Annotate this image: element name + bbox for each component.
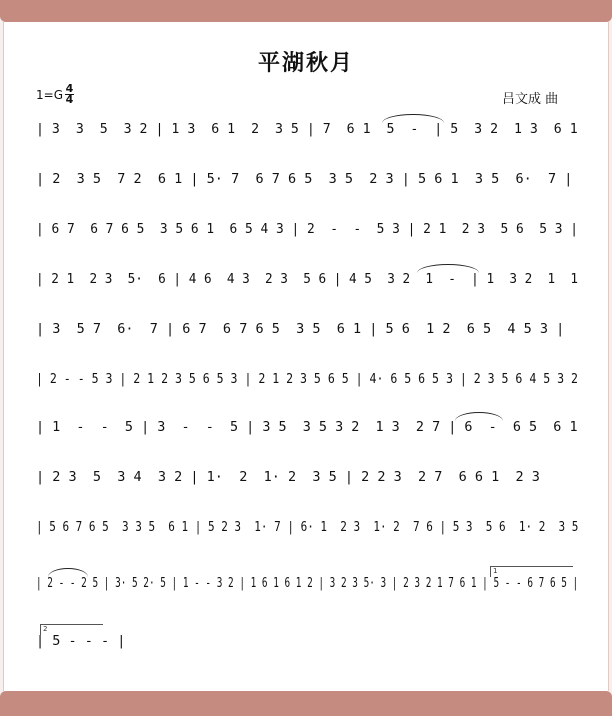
staff-text: | 1 - - 5 | 3 - - 5 | 3 5 3 5 3 2 1 3 2 7 | 6 - 6 5 6 1 — [36, 419, 578, 435]
staff-line — [36, 514, 578, 540]
bottom-border — [0, 691, 612, 716]
staff-text: | 2 - - 5 3 | 2 1 2 3 5 6 5 3 | 2 1 2 3 5 6 5 | 4· 6 5 6 5 3 | 2 3 5 6 4 5 3 2 — [36, 371, 578, 387]
staff-text: | 2 - - 2 5 | 3· 5 2· 5 | 1 - - 3 2 | 1 6 1 6 1 2 | 3 2 3 5· 3 | 2 3 2 1 7 6 1 | 5 - - 6 7 6 5 | — [36, 575, 578, 591]
key-signature — [36, 84, 74, 105]
time-signature — [65, 84, 74, 105]
volta-bracket-2: 2 — [40, 624, 103, 635]
staff-line — [36, 266, 578, 292]
score-sheet — [3, 22, 609, 691]
volta-bracket-1: 1 — [490, 566, 573, 577]
staff-text: | 3 5 7 6· 7 | 6 7 6 7 6 5 3 5 6 1 | 5 6 1 2 6 5 4 5 3 | — [36, 321, 565, 337]
staff-text: | 3 3 5 3 2 | 1 3 6 1 2 3 5 | 7 6 1 5 - | 5 3 2 1 3 6 1 — [36, 121, 578, 137]
top-border — [0, 0, 612, 22]
staff-line — [36, 216, 578, 242]
time-denominator: 4 — [65, 93, 74, 106]
composer-credit: 吕文成 曲 — [502, 92, 559, 107]
staff-text: | 2 3 5 3 4 3 2 | 1· 2 1· 2 3 5 | 2 2 3 2 7 6 6 1 2 3 — [36, 469, 540, 485]
staff-text: | 6 7 6 7 6 5 3 5 6 1 6 5 4 3 | 2 - - 5 3 | 2 1 2 3 5 6 5 3 | — [36, 221, 578, 237]
staff-line — [36, 628, 578, 654]
staff-text: | 2 3 5 7 2 6 1 | 5· 7 6 7 6 5 3 5 2 3 | 5 6 1 3 5 6· 7 | — [36, 171, 573, 187]
key-label: 1=G — [36, 87, 63, 102]
time-numerator: 4 — [65, 82, 74, 95]
staff-line — [36, 316, 578, 342]
staff-text: | 5 6 7 6 5 3 3 5 6 1 | 5 2 3 1· 7 | 6· 1 2 3 1· 2 7 6 | 5 3 5 6 1· 2 3 5 — [36, 519, 578, 535]
staff-line — [36, 116, 578, 142]
staff-text: | 5 - - - | — [36, 633, 126, 649]
staff-line — [36, 464, 578, 490]
staff-line — [36, 366, 578, 392]
score-title: 平湖秋月 — [257, 51, 354, 76]
staff-text: | 2 1 2 3 5· 6 | 4 6 4 3 2 3 5 6 | 4 5 3 2 1 - | 1 3 2 1 1 — [36, 271, 578, 287]
staff-line — [36, 166, 578, 192]
